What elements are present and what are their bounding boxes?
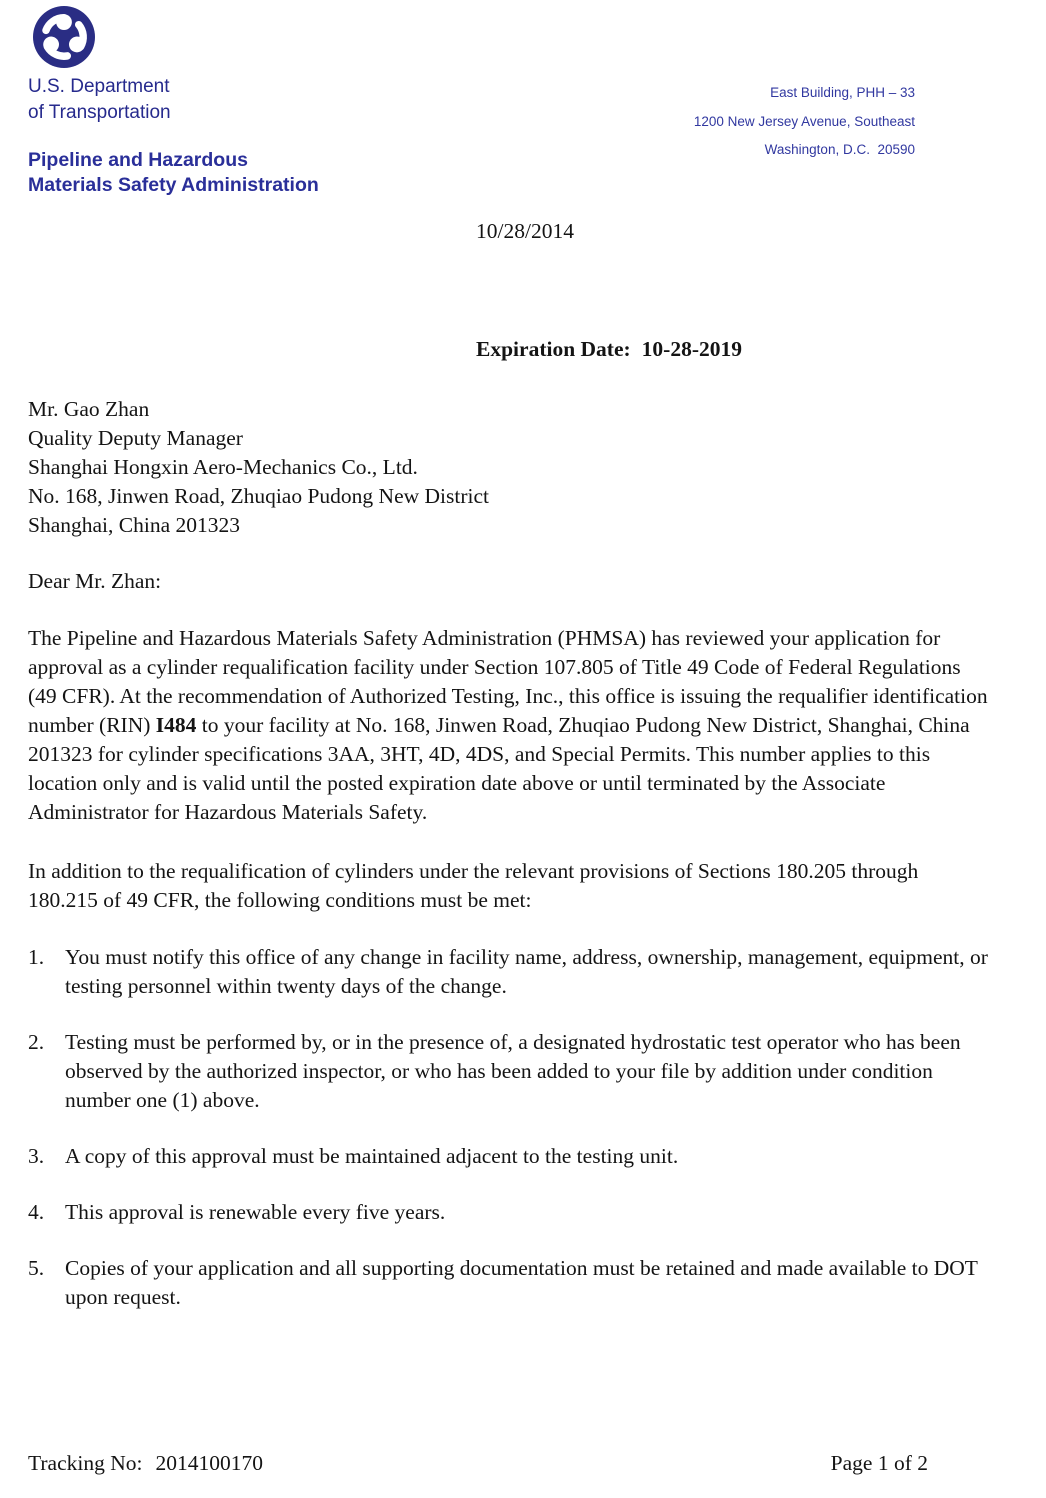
expiration-date-label: Expiration Date: — [476, 337, 631, 361]
condition-number: 1. — [28, 945, 45, 969]
office-address — [694, 79, 915, 165]
condition-number: 2. — [28, 1030, 45, 1054]
recipient-address — [28, 395, 990, 540]
expiration-date-line — [476, 337, 742, 362]
letter-date: 10/28/2014 — [476, 219, 574, 243]
expiration-date-value: 10-28-2019 — [641, 337, 742, 361]
agency-name-line1: Pipeline and Hazardous — [28, 149, 248, 171]
condition-item — [28, 1028, 990, 1115]
letter-body — [28, 395, 990, 1339]
condition-item — [28, 943, 990, 1001]
condition-text: You must notify this office of any change in facility name, address, ownership, management, equipment, or testing personnel within twenty days of the change. — [65, 945, 988, 998]
condition-text: A copy of this approval must be maintained adjacent to the testing unit. — [65, 1144, 679, 1168]
condition-text: Testing must be performed by, or in the presence of, a designated hydrostatic test operator who has been observed by the authorized inspector, or who has been added to your file by addition under condition number one (1) above. — [65, 1030, 961, 1112]
condition-text: Copies of your application and all supporting documentation must be retained and made available to DOT upon request. — [65, 1256, 978, 1309]
paragraph1-before-rin: The Pipeline and Hazardous Materials Safety Administration (PHMSA) has reviewed your application for approval as a cylinder requalification facility under Section 107.805 of Title 49 Code of Federal Regulations (49 CFR). At the recommendation of Authorized Testing, Inc., this office is issuing the requalifier identification number (RIN) — [28, 626, 988, 737]
office-address-line: Washington, D.C. 20590 — [764, 142, 915, 157]
department-name-line1: U.S. Department — [28, 76, 170, 97]
page-indicator: Page 1 of 2 — [830, 1451, 928, 1475]
recipient-line: No. 168, Jinwen Road, Zhuqiao Pudong New District — [28, 484, 490, 508]
tracking-label: Tracking No: — [28, 1451, 143, 1475]
department-name-line2: of Transportation — [28, 102, 171, 123]
agency-name — [28, 148, 319, 198]
recipient-line: Shanghai, China 201323 — [28, 513, 240, 537]
condition-item — [28, 1198, 990, 1227]
recipient-line: Quality Deputy Manager — [28, 426, 243, 450]
condition-number: 3. — [28, 1144, 45, 1168]
body-paragraph-1 — [28, 624, 990, 827]
condition-item — [28, 1254, 990, 1312]
tracking-number-line — [28, 1451, 263, 1476]
condition-text: This approval is renewable every five years. — [65, 1200, 446, 1224]
paragraph1-after-rin: to your facility at No. 168, Jinwen Road, Zhuqiao Pudong New District, Shanghai, China 201323 for cylinder specifications 3AA, 3HT, 4D, 4DS, and Special Permits. This number applies to this location only and is valid until the posted expiration date above or until terminated by the Associate Administrator for Hazardous Materials Safety. — [28, 713, 970, 824]
us-dot-logo-icon — [33, 6, 95, 68]
office-address-line: 1200 New Jersey Avenue, Southeast — [693, 113, 915, 129]
body-paragraph-2: In addition to the requalification of cylinders under the relevant provisions of Sections 180.205 through 180.215 of 49 CFR, the following conditions must be met: — [28, 859, 919, 912]
condition-number: 5. — [28, 1256, 45, 1280]
recipient-line: Shanghai Hongxin Aero-Mechanics Co., Ltd. — [28, 455, 418, 479]
condition-item — [28, 1142, 990, 1171]
recipient-line: Mr. Gao Zhan — [28, 397, 150, 421]
department-name — [28, 74, 171, 126]
condition-number: 4. — [28, 1200, 45, 1224]
conditions-list — [28, 943, 990, 1312]
agency-name-line2: Materials Safety Administration — [28, 174, 319, 196]
office-address-line: East Building, PHH – 33 — [770, 85, 915, 100]
rin-number: I484 — [155, 713, 197, 737]
tracking-number: 2014100170 — [155, 1451, 263, 1475]
salutation: Dear Mr. Zhan: — [28, 569, 162, 593]
